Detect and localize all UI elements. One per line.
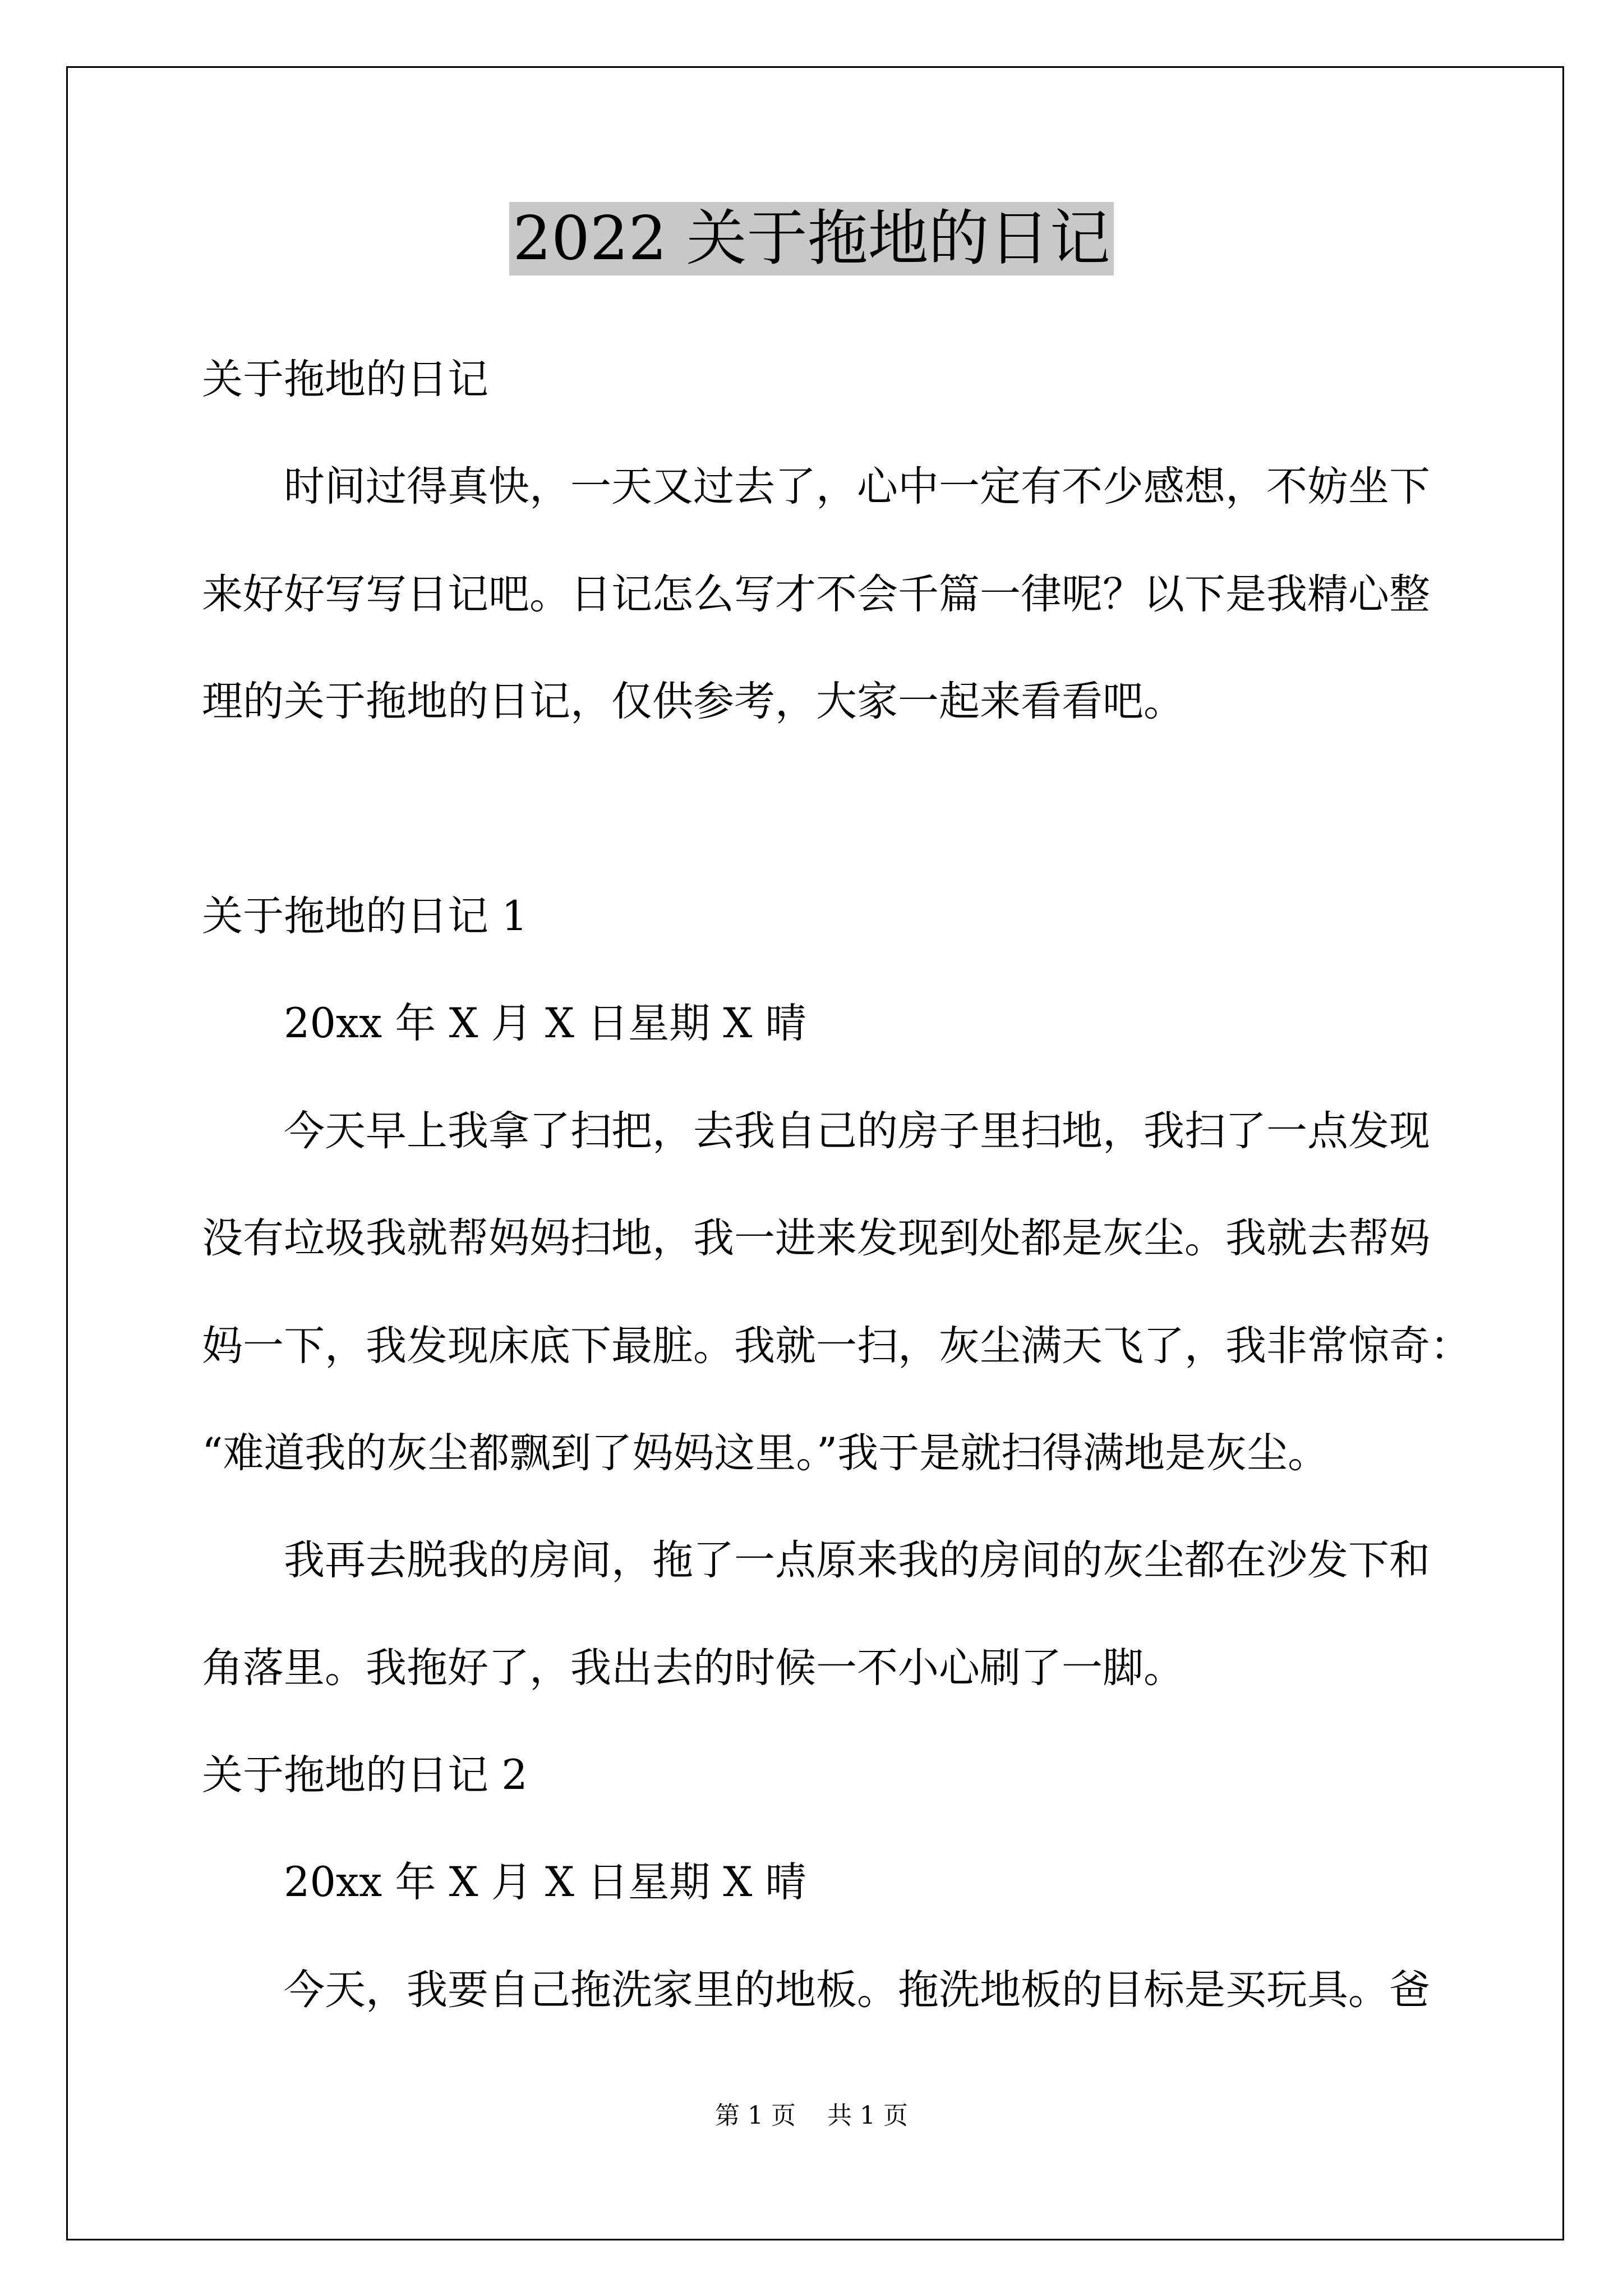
entry-heading: 关于拖地的日记 2 (202, 1751, 528, 1800)
paragraph-line: “难道我的灰尘都飘到了妈妈这里。”我于是就扫得满地是灰尘。 (202, 1429, 1329, 1477)
document-body (202, 326, 1492, 2044)
blank-line (202, 756, 1492, 863)
entry-paragraph (202, 1936, 1492, 2044)
document-heading: 关于拖地的日记 (202, 356, 488, 403)
title-container (0, 202, 1623, 275)
paragraph-line: 妈一下，我发现床底下最脏。我就一扫，灰尘满天飞了，我非常惊奇： (202, 1322, 1471, 1370)
document-title: 2022 关于拖地的日记 (509, 202, 1113, 275)
entry-paragraph (202, 1507, 1492, 1722)
diary-entry-1 (202, 863, 1492, 1722)
paragraph-line: 时间过得真快，一天又过去了，心中一定有不少感想，不妨坐下 (284, 463, 1430, 511)
page-number: 第 1 页 (715, 2101, 796, 2130)
paragraph-line: 角落里。我拖好了，我出去的时候一不小心刷了一脚。 (202, 1644, 1184, 1692)
paragraph-line: 今天，我要自己拖洗家里的地板。拖洗地板的目标是买玩具。爸 (284, 1966, 1430, 2014)
entry-heading: 关于拖地的日记 1 (202, 892, 528, 940)
intro-paragraph (202, 433, 1492, 755)
entry-date: 20xx 年 X 月 X 日星期 X 晴 (284, 1858, 806, 1907)
diary-entry-2 (202, 1722, 1492, 2044)
paragraph-line: 来好好写写日记吧。日记怎么写才不会千篇一律呢？以下是我精心整 (202, 570, 1430, 618)
entry-paragraph (202, 1078, 1492, 1507)
entry-date: 20xx 年 X 月 X 日星期 X 晴 (284, 1000, 806, 1048)
page-total: 共 1 页 (827, 2101, 908, 2130)
paragraph-line: 没有垃圾我就帮妈妈扫地，我一进来发现到处都是灰尘。我就去帮妈 (202, 1214, 1430, 1263)
paragraph-line: 今天早上我拿了扫把，去我自己的房子里扫地，我扫了一点发现 (284, 1107, 1430, 1155)
paragraph-line: 理的关于拖地的日记，仅供参考，大家一起来看看吧。 (202, 678, 1184, 726)
paragraph-line: 我再去脱我的房间，拖了一点原来我的房间的灰尘都在沙发下和 (284, 1536, 1430, 1585)
page-footer (0, 2099, 1623, 2133)
